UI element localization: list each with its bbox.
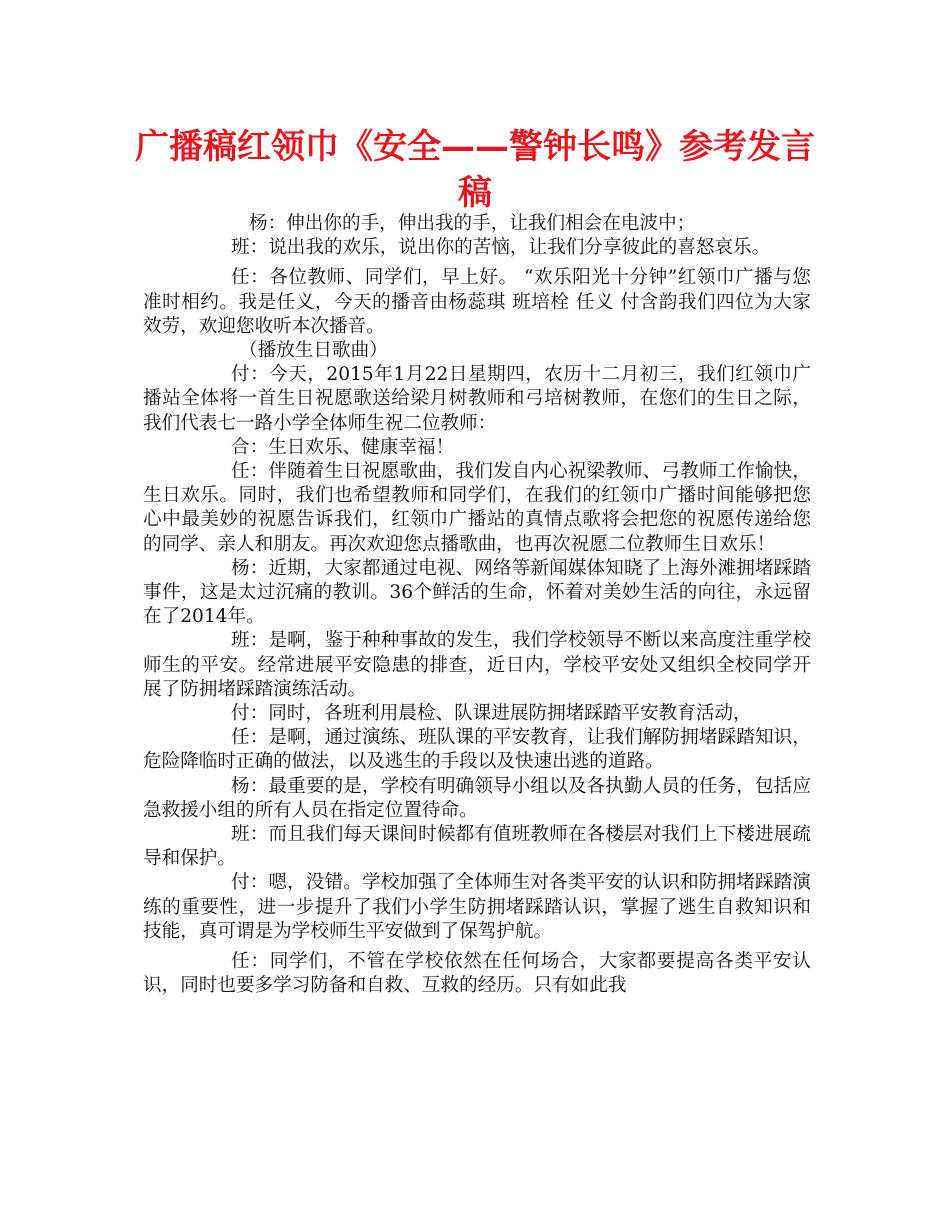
document-title: 广播稿红领巾《安全——警钟长鸣》参考发言稿 [135, 127, 815, 213]
paragraph: 班：说出我的欢乐，说出你的苦恼，让我们分享彼此的喜怒哀乐。 [231, 237, 771, 259]
document-body [143, 212, 811, 999]
paragraph: 付：嗯，没错。学校加强了全体师生对各类平安的认识和防拥堵踩踏演练的重要性，进一步提升了我们小学生防拥堵踩踏认识，掌握了逃生自救知识和技能，真可谓是为学校师生平安做到了保驾护航。 [143, 872, 811, 942]
paragraph: 付：同时，各班利用晨检、队课进展防拥堵踩踏平安教育活动， [231, 703, 752, 725]
paragraph: （播放生日歌曲） [239, 340, 388, 362]
paragraph: 合：生日欢乐、健康幸福！ [231, 436, 455, 458]
paragraph: 任：各位教师、同学们，早上好。 “欢乐阳光十分钟”红领巾广播与您准时相约。我是任义，今天的播音由杨蕊琪 班培栓 任义 付含韵我们四位为大家效劳，欢迎您收听本次播音。 [143, 267, 811, 337]
paragraph: 任：同学们，不管在学校依然在任何场合，大家都要提高各类平安认识，同时也要多学习防备和自救、互救的经历。只有如此我 [143, 951, 811, 997]
paragraph: 付：今天，2015年1月22日星期四，农历十二月初三，我们红领巾广播站全体将一首生日祝愿歌送给梁月树教师和弓培树教师，在您们的生日之际，我们代表七一路小学全体师生祝二位教师： [143, 364, 811, 434]
paragraph: 任：是啊，通过演练、班队课的平安教育，让我们解防拥堵踩踏知识，危险降临时正确的做法，以及逃生的手段以及快速出逃的道路。 [143, 727, 811, 773]
paragraph: 任：伴随着生日祝愿歌曲，我们发自内心祝梁教师、弓教师工作愉快，生日欢乐。同时，我们也希望教师和同学们，在我们的红领巾广播时间能够把您心中最美妙的祝愿告诉我们，红领巾广播站的真情点歌将会把您的祝愿传递给您的同学、亲人和朋友。再次欢迎您点播歌曲，也再次祝愿二位教师生日欢乐！ [143, 461, 811, 555]
paragraph: 班：是啊，鉴于种种事故的发生，我们学校领导不断以来高度注重学校师生的平安。经常进展平安隐患的排查，近日内，学校平安处又组织全校同学开展了防拥堵踩踏演练活动。 [143, 630, 811, 700]
paragraph: 杨：最重要的是，学校有明确领导小组以及各执勤人员的任务，包括应急救援小组的所有人员在指定位置待命。 [143, 775, 811, 821]
paragraph: 杨：伸出你的手，伸出我的手，让我们相会在电波中； [249, 213, 696, 234]
paragraph: 杨：近期，大家都通过电视、网络等新闻媒体知晓了上海外滩拥堵踩踏事件，这是太过沉痛的教训。36个鲜活的生命，怀着对美妙生活的向往，永远留在了2014年。 [143, 557, 811, 628]
paragraph: 班：而且我们每天课间时候都有值班教师在各楼层对我们上下楼进展疏导和保护。 [143, 824, 811, 870]
